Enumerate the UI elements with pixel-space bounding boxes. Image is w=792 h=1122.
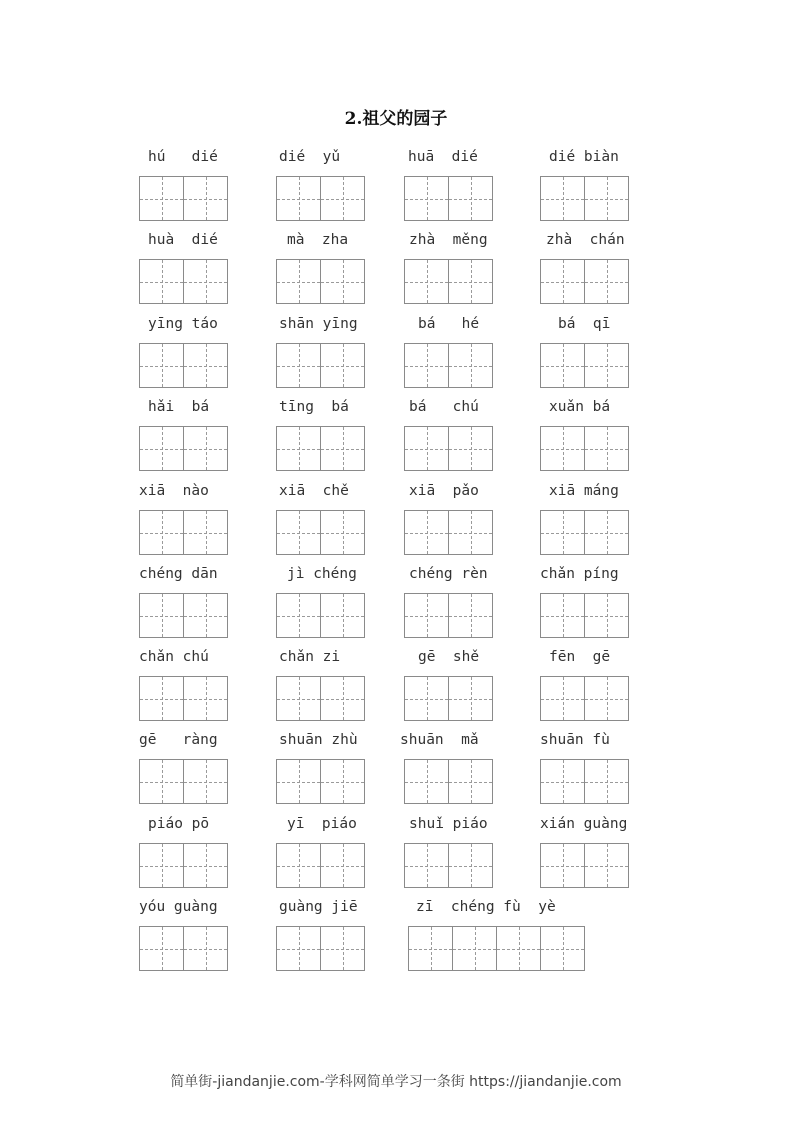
writing-grid [276,843,365,888]
pinyin-label: zhà měng [409,232,488,248]
pinyin-label: shuān fù [540,732,610,748]
tianzige-box[interactable] [320,759,365,804]
tianzige-box[interactable] [404,510,449,555]
word-cell [540,316,710,396]
pinyin-label: shān yīng [279,316,358,332]
tianzige-box[interactable] [584,426,629,471]
tianzige-box[interactable] [139,176,184,221]
pinyin-label: hǎi bá [148,399,210,415]
tianzige-box[interactable] [448,676,493,721]
tianzige-box[interactable] [139,426,184,471]
tianzige-box[interactable] [452,926,497,971]
writing-grid [540,843,629,888]
pinyin-label: huà dié [148,232,218,248]
writing-grid [408,926,585,971]
pinyin-label: zī chéng fù yè [416,899,556,915]
tianzige-box[interactable] [183,676,228,721]
tianzige-box[interactable] [320,510,365,555]
writing-grid [139,843,228,888]
tianzige-box[interactable] [404,843,449,888]
tianzige-box[interactable] [139,759,184,804]
tianzige-box[interactable] [320,593,365,638]
pinyin-label: fēn gē [549,649,611,665]
pinyin-label: dié biàn [549,149,619,165]
pinyin-label: piáo pō [148,816,210,832]
tianzige-box[interactable] [540,259,585,304]
writing-grid [139,259,228,304]
word-cell [404,899,574,979]
writing-grid [404,676,493,721]
writing-grid [540,759,629,804]
pinyin-label: hú dié [148,149,218,165]
tianzige-box[interactable] [448,343,493,388]
writing-grid [276,593,365,638]
writing-grid [139,676,228,721]
word-cell [540,232,710,312]
writing-grid [139,926,228,971]
tianzige-box[interactable] [320,843,365,888]
tianzige-box[interactable] [540,593,585,638]
tianzige-box[interactable] [276,843,321,888]
tianzige-box[interactable] [183,259,228,304]
writing-grid [276,926,365,971]
tianzige-box[interactable] [404,426,449,471]
tianzige-box[interactable] [584,843,629,888]
pinyin-label: shuān zhù [279,732,358,748]
tianzige-box[interactable] [320,676,365,721]
pinyin-label: zhà chán [546,232,625,248]
pinyin-label: guàng jiē [279,899,358,915]
word-cell [540,649,710,729]
writing-grid [540,343,629,388]
writing-grid [404,259,493,304]
tianzige-box[interactable] [404,259,449,304]
word-cell [540,483,710,563]
tianzige-box[interactable] [320,259,365,304]
tianzige-box[interactable] [139,676,184,721]
pinyin-label: yóu guàng [139,899,218,915]
writing-grid [540,510,629,555]
word-cell [540,149,710,229]
tianzige-box[interactable] [448,843,493,888]
tianzige-box[interactable] [584,676,629,721]
pinyin-label: jì chéng [287,566,357,582]
writing-grid [139,593,228,638]
tianzige-box[interactable] [584,176,629,221]
pinyin-label: xiā nào [139,483,209,499]
writing-grid [404,343,493,388]
word-cell [540,816,710,896]
writing-grid [540,676,629,721]
tianzige-box[interactable] [404,676,449,721]
tianzige-box[interactable] [139,343,184,388]
tianzige-box[interactable] [276,926,321,971]
pinyin-label: gē ràng [139,732,218,748]
tianzige-box[interactable] [584,510,629,555]
tianzige-box[interactable] [584,593,629,638]
tianzige-box[interactable] [448,759,493,804]
writing-grid [540,593,629,638]
writing-grid [404,510,493,555]
tianzige-box[interactable] [276,510,321,555]
tianzige-box[interactable] [408,926,453,971]
writing-grid [276,759,365,804]
tianzige-box[interactable] [183,510,228,555]
pinyin-label: yīng táo [148,316,218,332]
writing-grid [540,426,629,471]
tianzige-box[interactable] [276,426,321,471]
tianzige-box[interactable] [276,259,321,304]
writing-grid [404,843,493,888]
pinyin-label: chǎn píng [540,566,619,582]
pinyin-label: xuǎn bá [549,399,611,415]
writing-grid [404,426,493,471]
tianzige-box[interactable] [139,843,184,888]
tianzige-box[interactable] [276,676,321,721]
tianzige-box[interactable] [584,343,629,388]
tianzige-box[interactable] [448,259,493,304]
tianzige-box[interactable] [183,843,228,888]
pinyin-label: shuān mǎ [400,732,479,748]
writing-grid [276,259,365,304]
pinyin-label: chǎn zi [279,649,341,665]
tianzige-box[interactable] [540,343,585,388]
tianzige-box[interactable] [496,926,541,971]
tianzige-box[interactable] [183,176,228,221]
writing-grid [540,259,629,304]
writing-grid [139,759,228,804]
tianzige-box[interactable] [183,426,228,471]
pinyin-label: xián guàng [540,816,628,832]
word-cell [540,732,710,812]
pinyin-label: gē shě [418,649,480,665]
tianzige-box[interactable] [584,259,629,304]
tianzige-box[interactable] [404,343,449,388]
pinyin-label: bá chú [409,399,479,415]
tianzige-box[interactable] [320,343,365,388]
writing-grid [404,176,493,221]
tianzige-box[interactable] [320,176,365,221]
word-cell [540,399,710,479]
tianzige-box[interactable] [183,343,228,388]
tianzige-box[interactable] [276,343,321,388]
tianzige-box[interactable] [540,176,585,221]
pinyin-label: bá hé [418,316,480,332]
tianzige-box[interactable] [540,926,585,971]
tianzige-box[interactable] [320,926,365,971]
tianzige-box[interactable] [448,510,493,555]
tianzige-box[interactable] [404,759,449,804]
tianzige-box[interactable] [540,426,585,471]
writing-grid [540,176,629,221]
writing-grid [139,510,228,555]
tianzige-box[interactable] [276,176,321,221]
pinyin-label: xiā chě [279,483,349,499]
pinyin-label: yī piáo [287,816,357,832]
writing-grid [139,176,228,221]
tianzige-box[interactable] [139,593,184,638]
tianzige-box[interactable] [183,593,228,638]
tianzige-box[interactable] [540,759,585,804]
pinyin-label: xiā máng [549,483,619,499]
writing-grid [276,343,365,388]
writing-grid [139,343,228,388]
page-title: 2.祖父的园子 [344,109,448,129]
tianzige-box[interactable] [540,843,585,888]
tianzige-box[interactable] [183,759,228,804]
pinyin-label: bá qī [558,316,611,332]
tianzige-box[interactable] [139,926,184,971]
tianzige-box[interactable] [540,676,585,721]
writing-grid [276,510,365,555]
writing-grid [404,759,493,804]
pinyin-label: shuǐ piáo [409,816,488,832]
tianzige-box[interactable] [448,176,493,221]
tianzige-box[interactable] [139,510,184,555]
pinyin-label: tīng bá [279,399,349,415]
tianzige-box[interactable] [540,510,585,555]
tianzige-box[interactable] [276,759,321,804]
writing-grid [276,676,365,721]
pinyin-label: chéng dān [139,566,218,582]
pinyin-label: huā dié [408,149,478,165]
tianzige-box[interactable] [404,593,449,638]
tianzige-box[interactable] [183,926,228,971]
tianzige-box[interactable] [584,759,629,804]
writing-grid [404,593,493,638]
word-cell [540,566,710,646]
tianzige-box[interactable] [139,259,184,304]
writing-grid [276,176,365,221]
pinyin-label: chǎn chú [139,649,209,665]
tianzige-box[interactable] [404,176,449,221]
footer-text: 简单街-jiandanjie.com-学科网简单学习一条街 https://jiandanjie.com [170,1074,622,1090]
tianzige-box[interactable] [320,426,365,471]
pinyin-label: dié yǔ [279,149,341,165]
tianzige-box[interactable] [448,593,493,638]
pinyin-label: chéng rèn [409,566,488,582]
writing-grid [276,426,365,471]
pinyin-label: mà zha [287,232,349,248]
tianzige-box[interactable] [276,593,321,638]
writing-grid [139,426,228,471]
tianzige-box[interactable] [448,426,493,471]
pinyin-label: xiā pǎo [409,483,479,499]
